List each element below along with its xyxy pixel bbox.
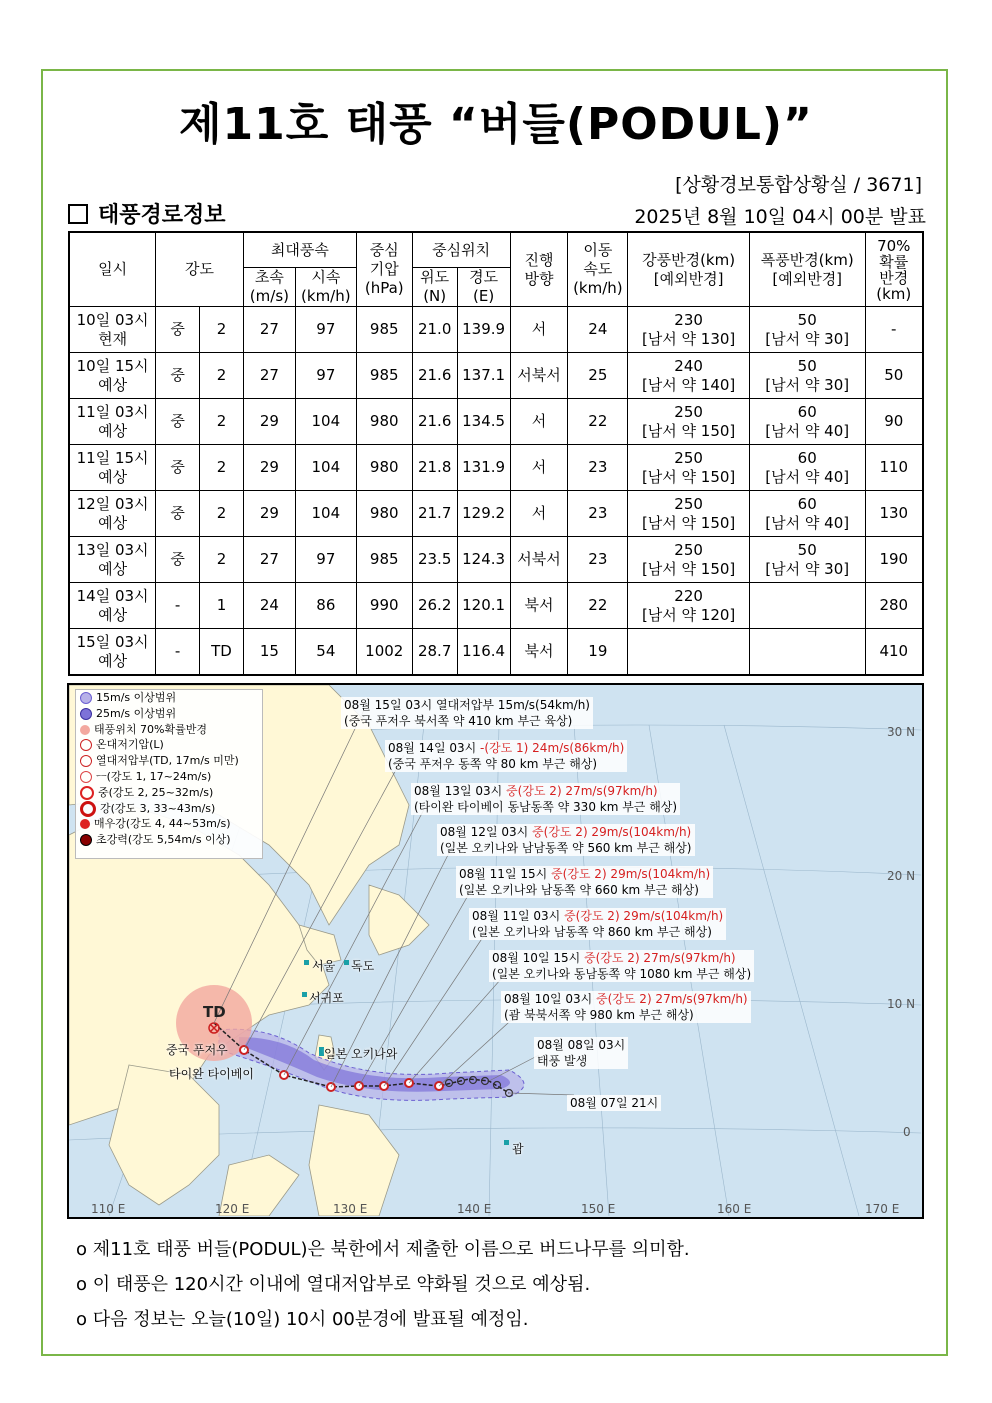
cell-strong-ex: [남서 약 140]: [641, 375, 736, 394]
track-label-10-03: [501, 991, 751, 1023]
track-label-11-15-intensity: 중(강도 2) 29m/s(104km/h): [551, 867, 711, 881]
track-label-13-intensity: 중(강도 2) 27m/s(97km/h): [506, 784, 658, 798]
cell-hpa: 985: [356, 307, 412, 353]
cell-strong: 220: [674, 586, 703, 605]
cell-storm: 60: [797, 448, 817, 467]
table-row: [69, 537, 923, 583]
cell-lat: 21.7: [412, 491, 457, 537]
legend-item-25ms: [76, 706, 262, 722]
cell-strong-radius: [628, 307, 750, 353]
header-lat-label: 위도: [420, 268, 450, 286]
header-wind-kmh-label: 시속: [311, 268, 341, 286]
header-intensity: 강도: [156, 232, 244, 307]
header-speed-unit: (km/h): [573, 279, 623, 297]
lon-tick-120: 120 E: [215, 1202, 250, 1216]
cell-status: 예상: [98, 375, 128, 394]
place-seoul: 서울: [312, 959, 336, 973]
cell-kmh: 54: [295, 629, 356, 676]
legend-label-td: 열대저압부(TD, 17m/s 미만): [96, 754, 239, 768]
table-row: [69, 399, 923, 445]
cell-strong: 250: [674, 540, 703, 559]
cell-spd: 22: [568, 583, 628, 629]
genesis-label: [534, 1037, 628, 1069]
header-strong-label: 강풍반경(km): [642, 250, 736, 269]
cell-grade: 중: [156, 445, 200, 491]
header-wind-ms-unit: (m/s): [249, 287, 289, 305]
cell-hpa: 985: [356, 537, 412, 583]
cell-spd: 25: [568, 353, 628, 399]
cell-spd: 23: [568, 445, 628, 491]
lon-tick-170: 170 E: [865, 1202, 900, 1216]
header-pressure-label: 중심 기압: [369, 241, 399, 278]
place-taipei: 타이완 타이베이: [169, 1067, 254, 1081]
cell-storm-radius: [749, 491, 865, 537]
cell-prob: 280: [865, 583, 923, 629]
lat-tick-30: 30 N: [887, 725, 916, 739]
header-lon-unit: (E): [473, 287, 495, 305]
cell-ms: 27: [243, 353, 295, 399]
cell-dir: 서북서: [510, 353, 568, 399]
cell-lon: 116.4: [457, 629, 510, 676]
cell-level: 1: [200, 583, 244, 629]
header-storm-label: 폭풍반경(km): [760, 250, 854, 269]
header-lat: [412, 268, 457, 307]
cell-lat: 28.7: [412, 629, 457, 676]
track-label-15: [341, 697, 593, 729]
cell-strong-radius: [628, 491, 750, 537]
cell-storm-radius: [749, 353, 865, 399]
legend-label-grade2: 중(강도 2, 25~32m/s): [98, 785, 214, 799]
cell-lon: 137.1: [457, 353, 510, 399]
track-label-12-intensity: 중(강도 2) 29m/s(104km/h): [532, 825, 692, 839]
header-lon-label: 경도: [469, 268, 499, 286]
lon-tick-160: 160 E: [717, 1202, 752, 1216]
legend-label-grade5: 초강력(강도 5,54m/s 이상): [96, 833, 231, 847]
cell-strong-radius: [628, 353, 750, 399]
cell-strong: 240: [674, 356, 703, 375]
cell-lon: 134.5: [457, 399, 510, 445]
cell-prob: -: [865, 307, 923, 353]
cell-grade: -: [156, 629, 200, 676]
cell-hpa: 980: [356, 445, 412, 491]
cell-storm-ex: [남서 약 30]: [765, 329, 850, 348]
cell-strong: 250: [674, 494, 703, 513]
note-2: o 이 태풍은 120시간 이내에 열대저압부로 약화될 것으로 예상됨.: [76, 1274, 591, 1295]
cell-day: 13일 03시: [76, 540, 149, 559]
table-row: [69, 353, 923, 399]
header-pressure: [356, 232, 412, 307]
cell-status: 예상: [98, 651, 128, 670]
cell-grade: 중: [156, 307, 200, 353]
legend-item-15ms: [76, 690, 262, 706]
track-label-10-03-time: 08월 10일 03시: [504, 992, 597, 1006]
page-title: 제11호 태풍 “버들(PODUL)”: [179, 99, 813, 150]
track-label-13-loc: (타이완 타이베이 동남동쪽 약 330 km 부근 해상): [414, 800, 678, 814]
track-label-15-loc: (중국 푸저우 북서쪽 약 410 km 부근 육상): [344, 714, 573, 728]
legend-swatch-15ms: [80, 692, 92, 704]
header-prob-radius: 70% 확률 반경 (km): [865, 232, 923, 307]
legend-item-grade1: [76, 769, 262, 785]
cell-strong: 250: [674, 448, 703, 467]
table-row: [69, 307, 923, 353]
cell-storm-ex: [남서 약 40]: [765, 467, 850, 486]
cell-hpa: 990: [356, 583, 412, 629]
cell-lon: 139.9: [457, 307, 510, 353]
legend-label-grade3: 강(강도 3, 33~43m/s): [100, 801, 216, 815]
track-label-11-03-loc: (일본 오키나와 남동쪽 약 860 km 부근 해상): [472, 925, 712, 939]
lon-tick-150: 150 E: [581, 1202, 616, 1216]
cell-hpa: 980: [356, 399, 412, 445]
header-wind-ms-label: 초속: [254, 268, 284, 286]
cell-strong-ex: [남서 약 150]: [641, 467, 736, 486]
cell-spd: 24: [568, 307, 628, 353]
header-speed: [568, 232, 628, 307]
cell-strong-ex: [남서 약 120]: [641, 605, 736, 624]
cell-lat: 21.6: [412, 353, 457, 399]
header-lon: [457, 268, 510, 307]
cell-grade: -: [156, 583, 200, 629]
track-label-13-time: 08월 13일 03시: [414, 784, 507, 798]
table-row: [69, 445, 923, 491]
cell-level: 2: [200, 537, 244, 583]
track-label-10-15: [489, 950, 754, 982]
cell-ms: 15: [243, 629, 295, 676]
legend-item-grade4: [76, 816, 262, 832]
track-label-11-03-intensity: 중(강도 2) 29m/s(104km/h): [564, 909, 724, 923]
cell-lon: 124.3: [457, 537, 510, 583]
track-label-10-03-intensity: 중(강도 2) 27m/s(97km/h): [596, 992, 748, 1006]
cell-lat: 21.0: [412, 307, 457, 353]
cell-hpa: 1002: [356, 629, 412, 676]
track-label-10-03-loc: (괌 북북서쪽 약 980 km 부근 해상): [504, 1008, 694, 1022]
header-strong-sub: [예외반경]: [653, 269, 724, 288]
cell-time: [69, 353, 156, 399]
cell-storm: 60: [797, 494, 817, 513]
td-icon: [80, 755, 92, 767]
cell-level: 2: [200, 491, 244, 537]
table-row: [69, 629, 923, 676]
cell-strong: 230: [674, 310, 703, 329]
cell-day: 15일 03시: [76, 632, 149, 651]
cell-status: 현재: [98, 329, 128, 348]
cell-strong-radius: [628, 629, 750, 676]
cell-status: 예상: [98, 513, 128, 532]
cell-time: [69, 491, 156, 537]
lon-tick-130: 130 E: [333, 1202, 368, 1216]
cell-dir: 북서: [510, 629, 568, 676]
cell-day: 11일 03시: [76, 402, 149, 421]
cell-prob: 90: [865, 399, 923, 445]
place-okinawa: 일본 오키나와: [324, 1047, 398, 1061]
cell-strong: 250: [674, 402, 703, 421]
cell-storm-radius: [749, 537, 865, 583]
cell-status: 예상: [98, 467, 128, 486]
cell-dir: 북서: [510, 583, 568, 629]
cell-spd: 23: [568, 491, 628, 537]
header-pressure-unit: (hPa): [364, 279, 404, 297]
cell-status: 예상: [98, 605, 128, 624]
cell-spd: 23: [568, 537, 628, 583]
cell-kmh: 104: [295, 491, 356, 537]
cell-kmh: 104: [295, 399, 356, 445]
genesis-time: 08월 08일 03시: [537, 1038, 626, 1052]
note-3: o 다음 정보는 오늘(10일) 10시 00분경에 발표될 예정임.: [76, 1309, 529, 1330]
header-max-wind: 최대풍속: [243, 232, 356, 268]
track-label-12-time: 08월 12일 03시: [440, 825, 533, 839]
note-1: o 제11호 태풍 버들(PODUL)은 북한에서 제출한 이름으로 버드나무를 의미함.: [76, 1239, 690, 1260]
section-header: [68, 198, 226, 229]
cell-storm: 60: [797, 402, 817, 421]
cell-dir: 서: [510, 491, 568, 537]
cell-time: [69, 399, 156, 445]
cell-strong-ex: [남서 약 150]: [641, 421, 736, 440]
map-legend: [75, 689, 263, 859]
typhoon-track-map: [67, 683, 924, 1219]
cell-storm: 50: [797, 310, 817, 329]
cell-ms: 29: [243, 399, 295, 445]
cell-kmh: 86: [295, 583, 356, 629]
cell-prob: 410: [865, 629, 923, 676]
track-label-10-15-loc: (일본 오키나와 동남동쪽 약 1080 km 부근 해상): [492, 967, 752, 981]
track-label-14: [385, 740, 627, 772]
cell-storm-radius: [749, 307, 865, 353]
legend-label-extratropical: 온대저기압(L): [96, 738, 164, 752]
cell-kmh: 97: [295, 307, 356, 353]
cell-storm-radius: [749, 445, 865, 491]
header-storm-radius: [749, 232, 865, 307]
cell-time: [69, 307, 156, 353]
cell-level: 2: [200, 445, 244, 491]
typhoon-grade4-icon: [80, 819, 90, 829]
cell-lat: 21.8: [412, 445, 457, 491]
track-label-11-15-loc: (일본 오키나와 남동쪽 약 660 km 부근 해상): [459, 883, 699, 897]
section-title: 태풍경로정보: [98, 203, 226, 228]
cell-spd: 19: [568, 629, 628, 676]
typhoon-grade1-icon: [80, 771, 92, 783]
cell-hpa: 985: [356, 353, 412, 399]
cell-storm-radius: [749, 583, 865, 629]
legend-swatch-prob: [80, 725, 90, 735]
td-label: TD: [203, 1003, 226, 1021]
cell-grade: 중: [156, 353, 200, 399]
track-label-11-15: [456, 866, 713, 898]
place-seogwipo: 서귀포: [309, 991, 344, 1005]
cell-level: 2: [200, 353, 244, 399]
table-row: [69, 491, 923, 537]
cell-time: [69, 629, 156, 676]
cell-day: 12일 03시: [76, 494, 149, 513]
cell-storm-ex: [남서 약 30]: [765, 375, 850, 394]
cell-day: 14일 03시: [76, 586, 149, 605]
extratropical-icon: [80, 739, 92, 751]
legend-label-grade1: ㅡ(강도 1, 17~24m/s): [96, 769, 212, 783]
cell-storm-ex: [남서 약 40]: [765, 421, 850, 440]
cell-strong-radius: [628, 583, 750, 629]
place-dokdo: 독도: [351, 959, 375, 973]
header-speed-label: 이동 속도: [583, 241, 613, 278]
legend-item-grade2: [76, 785, 262, 801]
cell-storm-radius: [749, 399, 865, 445]
cell-lat: 21.6: [412, 399, 457, 445]
typhoon-grade5-icon: [80, 834, 92, 846]
table-row: [69, 583, 923, 629]
header-lat-unit: (N): [423, 287, 447, 305]
cell-ms: 24: [243, 583, 295, 629]
cell-dir: 서북서: [510, 537, 568, 583]
cell-prob: 190: [865, 537, 923, 583]
cell-dir: 서: [510, 399, 568, 445]
lat-tick-20: 20 N: [887, 869, 916, 883]
cell-time: [69, 445, 156, 491]
track-label-10-15-intensity: 중(강도 2) 27m/s(97km/h): [584, 951, 736, 965]
cell-kmh: 97: [295, 537, 356, 583]
track-label-11-15-time: 08월 11일 15시: [459, 867, 552, 881]
cell-kmh: 97: [295, 353, 356, 399]
typhoon-grade3-icon: [80, 801, 96, 817]
cell-storm: 50: [797, 540, 817, 559]
cell-grade: 중: [156, 491, 200, 537]
cell-storm-ex: [남서 약 30]: [765, 559, 850, 578]
track-label-12: [437, 824, 695, 856]
cell-time: [69, 537, 156, 583]
notes: [76, 1232, 690, 1337]
cell-kmh: 104: [295, 445, 356, 491]
track-label-13: [411, 783, 680, 815]
legend-swatch-25ms: [80, 708, 92, 720]
cell-storm-radius: [749, 629, 865, 676]
track-label-15-time: 08월 15일 03시 열대저압부 15m/s(54km/h): [344, 698, 590, 712]
header-storm-sub: [예외반경]: [772, 269, 843, 288]
cell-strong-radius: [628, 537, 750, 583]
cell-lon: 120.1: [457, 583, 510, 629]
cell-day: 10일 03시: [76, 310, 149, 329]
place-fuzhou: 중국 푸저우: [166, 1043, 228, 1057]
cell-hpa: 980: [356, 491, 412, 537]
legend-item-extratropical: [76, 737, 262, 753]
legend-item-td: [76, 753, 262, 769]
track-label-14-intensity: -(강도 1) 24m/s(86km/h): [480, 741, 625, 755]
checkbox-icon: [68, 204, 88, 224]
legend-label-25ms: 25m/s 이상범위: [96, 706, 177, 720]
track-label-14-loc: (중국 푸저우 동쪽 약 80 km 부근 해상): [388, 757, 598, 771]
track-label-11-03-time: 08월 11일 03시: [472, 909, 565, 923]
header-wind-ms: [243, 268, 295, 307]
legend-label-15ms: 15m/s 이상범위: [96, 691, 177, 704]
cell-status: 예상: [98, 421, 128, 440]
cell-level: 2: [200, 399, 244, 445]
lon-tick-140: 140 E: [457, 1202, 492, 1216]
track-label-14-time: 08월 14일 03시: [388, 741, 481, 755]
cell-strong-ex: [남서 약 150]: [641, 513, 736, 532]
typhoon-grade2-icon: [80, 786, 94, 800]
cell-time: [69, 583, 156, 629]
cell-lon: 129.2: [457, 491, 510, 537]
cell-ms: 27: [243, 537, 295, 583]
header-time: 일시: [69, 232, 156, 307]
cell-storm: 50: [797, 356, 817, 375]
cell-strong-radius: [628, 445, 750, 491]
cell-storm-ex: [남서 약 40]: [765, 513, 850, 532]
cell-day: 11일 15시: [76, 448, 149, 467]
cell-ms: 29: [243, 445, 295, 491]
lat-tick-10: 10 N: [887, 997, 916, 1011]
cell-ms: 27: [243, 307, 295, 353]
track-label-11-03: [469, 908, 726, 940]
cell-strong-ex: [남서 약 130]: [641, 329, 736, 348]
place-guam: 괌: [512, 1142, 524, 1156]
cell-status: 예상: [98, 559, 128, 578]
track-label-10-15-time: 08월 10일 15시: [492, 951, 585, 965]
cell-prob: 110: [865, 445, 923, 491]
cell-prob: 50: [865, 353, 923, 399]
start-label: 08월 07일 21시: [567, 1095, 661, 1111]
cell-strong-radius: [628, 399, 750, 445]
cell-level: TD: [200, 629, 244, 676]
lon-tick-110: 110 E: [91, 1202, 126, 1216]
cell-spd: 22: [568, 399, 628, 445]
legend-label-prob: 태풍위치 70%확률반경: [94, 722, 207, 736]
legend-item-prob: [76, 722, 262, 738]
issue-time: 2025년 8월 10일 04시 00분 발표: [634, 206, 926, 228]
cell-ms: 29: [243, 491, 295, 537]
track-label-12-loc: (일본 오키나와 남남동쪽 약 560 km 부근 해상): [440, 841, 692, 855]
lat-tick-0: 0: [903, 1125, 911, 1139]
header-direction: 진행 방향: [510, 232, 568, 307]
cell-grade: 중: [156, 399, 200, 445]
cell-grade: 중: [156, 537, 200, 583]
office-name: [상황경보통합상황실 / 3671]: [675, 174, 922, 196]
cell-dir: 서: [510, 307, 568, 353]
legend-item-grade5: [76, 832, 262, 848]
cell-level: 2: [200, 307, 244, 353]
typhoon-track-table: [68, 231, 924, 676]
header-center: 중심위치: [412, 232, 510, 268]
cell-lat: 26.2: [412, 583, 457, 629]
genesis-text: 태풍 발생: [537, 1054, 588, 1068]
header-strong-radius: [628, 232, 750, 307]
legend-label-grade4: 매우강(강도 4, 44~53m/s): [94, 817, 231, 831]
cell-prob: 130: [865, 491, 923, 537]
cell-lon: 131.9: [457, 445, 510, 491]
header-wind-kmh: [295, 268, 356, 307]
legend-item-grade3: [76, 801, 262, 817]
cell-dir: 서: [510, 445, 568, 491]
cell-day: 10일 15시: [76, 356, 149, 375]
header-wind-kmh-unit: (km/h): [301, 287, 351, 305]
cell-strong-ex: [남서 약 150]: [641, 559, 736, 578]
cell-lat: 23.5: [412, 537, 457, 583]
